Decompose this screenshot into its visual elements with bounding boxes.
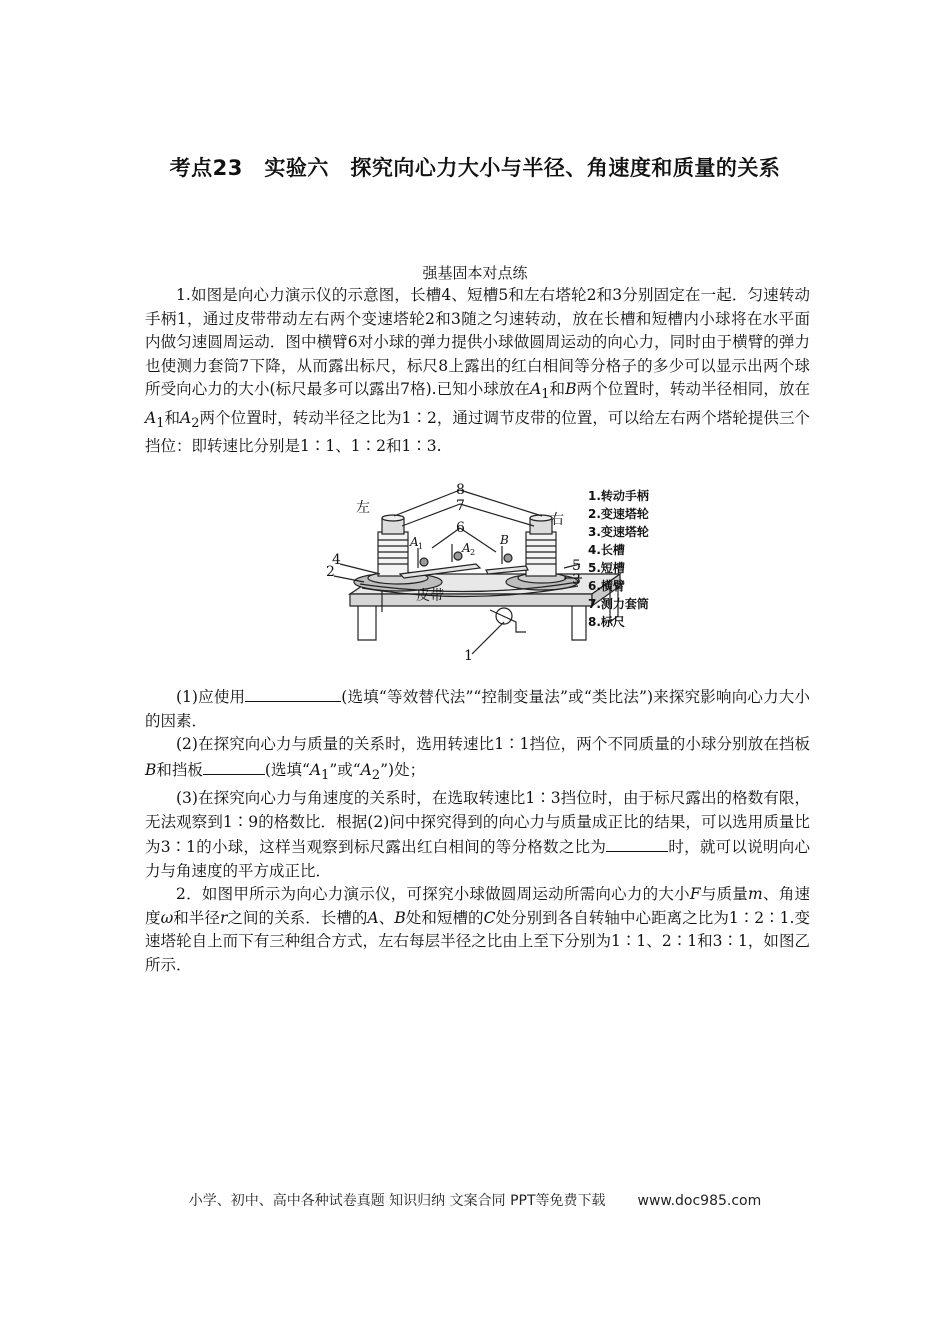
legend-item: 6.横臂: [588, 579, 625, 593]
page-title: 考点23 实验六 探究向心力大小与半径、角速度和质量的关系: [169, 156, 781, 180]
legend-item: 4.长槽: [588, 543, 625, 557]
legend-item: 1.转动手柄: [588, 489, 649, 503]
num-8: 8: [456, 482, 465, 498]
ball-a1-label: A: [410, 535, 419, 549]
page-footer: [0, 1190, 950, 1210]
ball-b-label: B: [500, 533, 509, 547]
legend-item: 3.变速塔轮: [588, 525, 649, 539]
answer-blank-2[interactable]: [203, 757, 265, 775]
question-1: [145, 284, 810, 459]
num-1: 1: [464, 648, 473, 662]
left-label: 左: [356, 500, 370, 516]
legend-item: 7.测力套筒: [588, 597, 649, 611]
num-3: 3: [572, 572, 581, 588]
ball-a1-sub: 1: [418, 542, 424, 551]
answer-blank-3[interactable]: [606, 834, 668, 852]
num-5: 5: [572, 558, 581, 574]
q1-sub2: (2)在探究向心力与质量的关系时，选用转速比1∶1挡位，两个不同质量的小球分别放在挡板B和挡板 (选填“$A_1$”或“$A_2$”)处；: [145, 735, 810, 783]
right-label: 右: [550, 512, 564, 528]
question-2: 2．如图甲所示为向心力演示仪，可探究小球做圆周运动所需向心力的大小F与质量m、角速度ω和半径r之间的关系．长槽的A、B处和短槽的C处分别到各自转轴中心距离之比为1∶2∶1.变速塔轮自上而下有三种组合方式，左右每层半径之比由上至下分别为1∶1、2∶1和3∶1，如图乙所示．: [145, 885, 810, 974]
legend-item: 8.标尺: [588, 615, 625, 629]
question-1-parts: [145, 684, 810, 977]
ball-a2-label: A: [462, 541, 471, 555]
footer-text: 小学、初中、高中各种试卷真题 知识归纳 文案合同 PPT等免费下载: [188, 1193, 606, 1209]
num-6: 6: [456, 520, 465, 536]
answer-blank-1[interactable]: [245, 684, 341, 702]
legend-item: 2.变速塔轮: [588, 507, 649, 521]
legend-item: 5.短槽: [588, 561, 625, 575]
section-heading: 强基固本对点练: [422, 264, 528, 282]
num-2: 2: [326, 564, 335, 580]
belt-label: 皮带: [416, 588, 444, 604]
num-7: 7: [456, 498, 465, 514]
num-4: 4: [332, 552, 341, 568]
q1-sub1: (1)应使用 (选填“等效替代法”“控制变量法”或“类比法”)来探究影响向心力大小的因素．: [145, 684, 810, 733]
centripetal-force-apparatus-diagram: [320, 482, 670, 662]
ball-a2-sub: 2: [470, 548, 476, 557]
q1-intro: 1.如图是向心力演示仪的示意图，长槽4、短槽5和左右塔轮2和3分别固定在一起．匀速转动手柄1，通过皮带带动左右两个变速塔轮2和3随之匀速转动，放在长槽和短槽内小球将在水平面内做匀速圆周运动．图中横臂6对小球的弹力提供小球做圆周运动的向心力，同时由于横臂的弹力也使测力套筒7下降，从而露出标尺，标尺8上露出的红白相间等分格子的多少可以显示出两个球所受向心力的大小(标尺最多可以露出7格).已知小球放在$A_1$和B两个位置时，转动半径相同，放在$A_1$和$A_2$两个位置时，转动半径之比为1∶2，通过调节皮带的位置，可以给左右两个塔轮提供三个挡位：即转速比分别是1∶1、1∶2和1∶3.: [145, 286, 810, 456]
q1-sub3: (3)在探究向心力与角速度的关系时，在选取转速比1∶3挡位时，由于标尺露出的格数有限，无法观察到1∶9的格数比．根据(2)问中探究得到的向心力与质量成正比的结果，可以选用质量比为3∶1的小球，这样当观察到标尺露出红白相间的等分格数之比为 时，就可以说明向心力与角速度的平方成正比．: [145, 789, 810, 880]
footer-url[interactable]: www.doc985.com: [637, 1193, 762, 1209]
